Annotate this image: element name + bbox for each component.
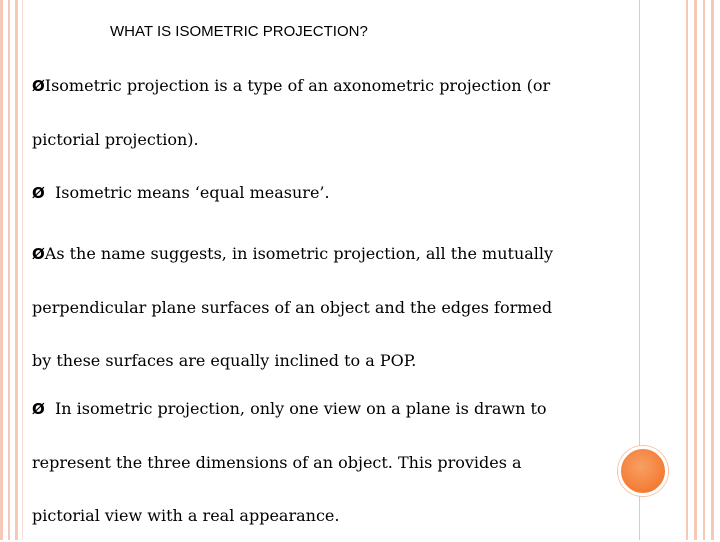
paragraph-line: perpendicular plane surfaces of an object and the edges formed xyxy=(32,298,553,317)
bullet-paragraph xyxy=(32,227,625,387)
left-stripe xyxy=(0,0,3,540)
left-stripe xyxy=(15,0,18,540)
paragraph-line: Isometric means ‘equal measure’. xyxy=(54,183,330,202)
right-stripe xyxy=(711,0,714,540)
paragraph-line: As the name suggests, in isometric projection, all the mutually xyxy=(44,244,554,263)
paragraph-line: Isometric projection is a type of an axonometric projection (or xyxy=(44,76,551,95)
bullet-paragraph xyxy=(32,59,625,166)
right-stripe xyxy=(694,0,697,540)
paragraph-line: by these surfaces are equally inclined to a POP. xyxy=(32,351,417,370)
paragraph-line: In isometric projection, only one view on a plane is drawn to xyxy=(54,399,547,418)
bullet-paragraph xyxy=(32,166,625,220)
left-stripe xyxy=(8,0,10,540)
bullet-arrow-icon: Ø xyxy=(32,245,45,263)
right-stripe xyxy=(703,0,705,540)
orange-circle-decoration xyxy=(618,446,668,496)
bullet-arrow-icon: Ø xyxy=(32,77,45,95)
paragraph-line: pictorial projection). xyxy=(32,130,199,149)
paragraph-line: represent the three dimensions of an object. This provides a xyxy=(32,453,522,472)
bullet-arrow-icon: Ø xyxy=(32,400,45,418)
bullet-paragraph xyxy=(32,382,625,542)
bullet-arrow-icon: Ø xyxy=(32,184,45,202)
slide-title: WHAT IS ISOMETRIC PROJECTION? xyxy=(110,23,368,40)
paragraph-line: pictorial view with a real appearance. xyxy=(32,506,340,525)
right-stripe xyxy=(686,0,688,540)
